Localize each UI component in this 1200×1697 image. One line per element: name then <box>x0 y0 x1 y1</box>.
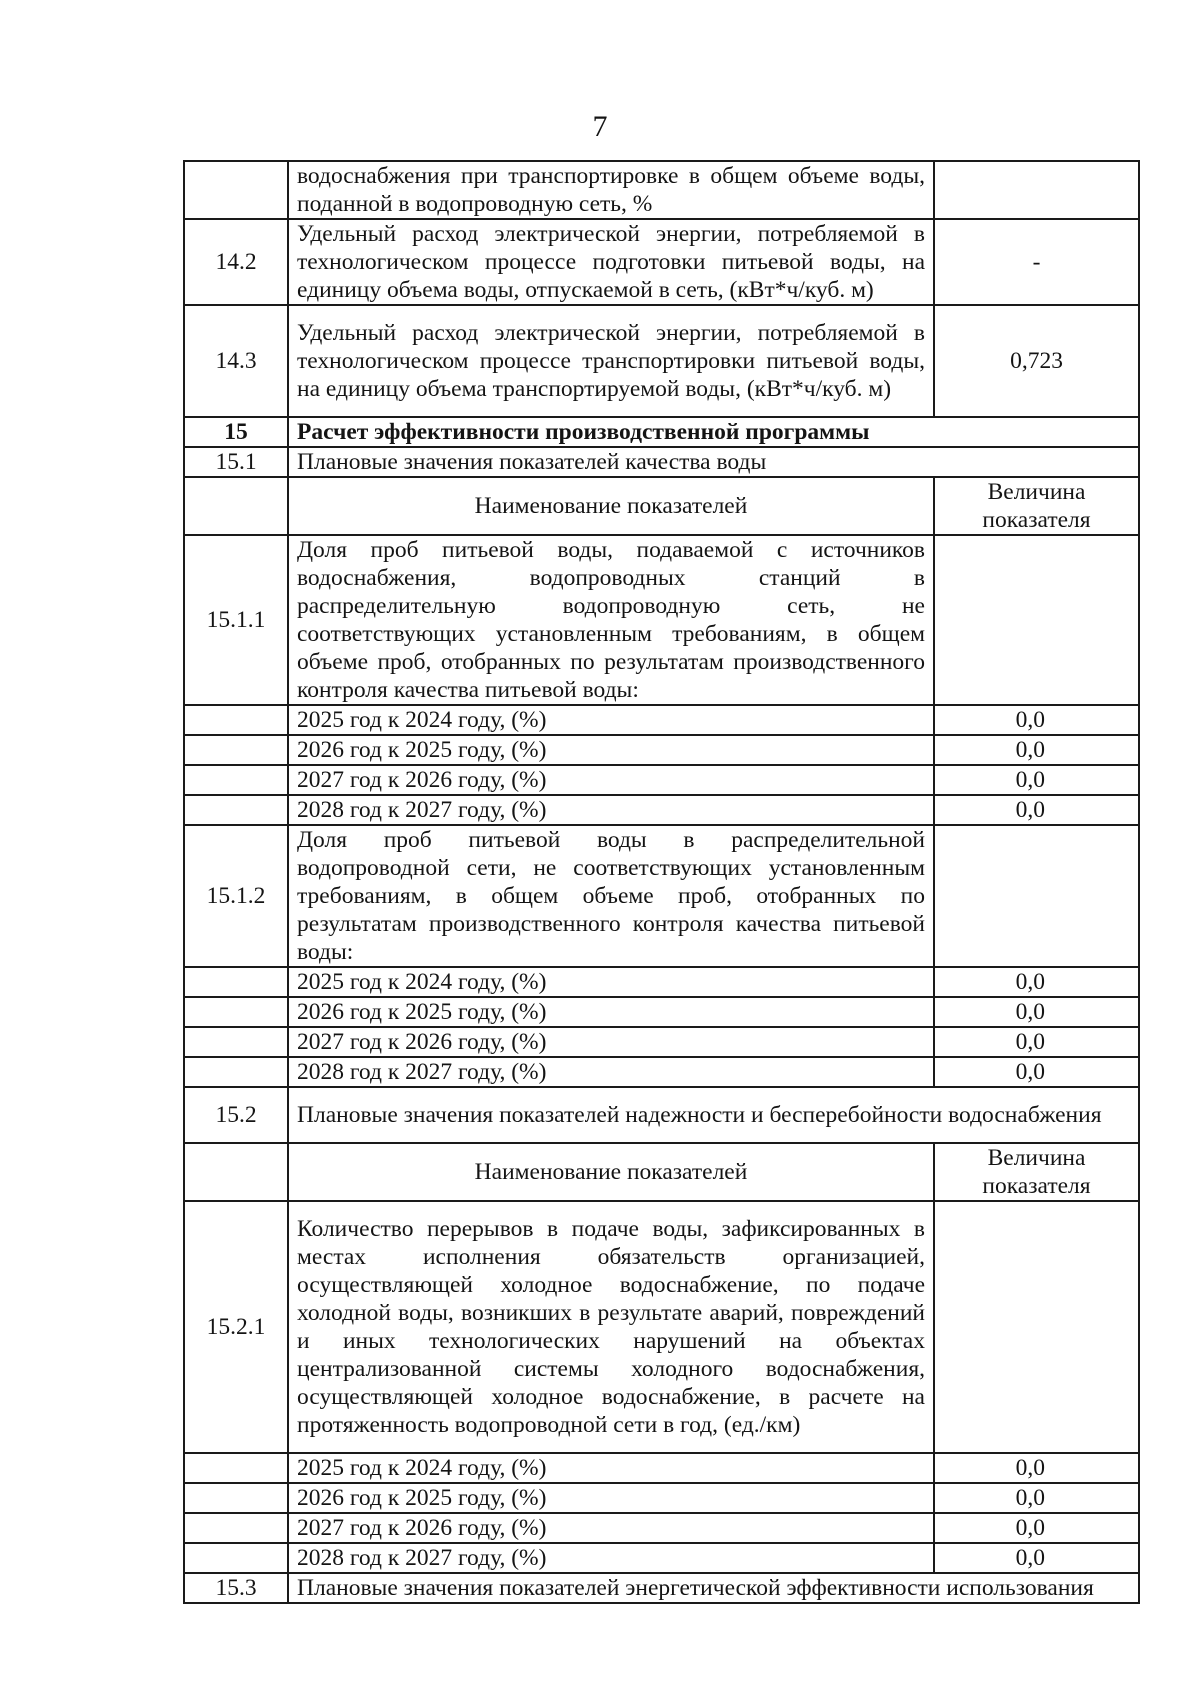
indicators-table <box>183 160 1138 1604</box>
indicator-text: Доля проб питьевой воды, подаваемой с источников водоснабжения, водопроводных станций в распределительную водопроводную сеть, не соответствующих установленным требованиям, в общем объеме проб, отобранных по результатам производственного контроля качества питьевой воды: <box>288 535 934 705</box>
blank-cell <box>184 997 288 1027</box>
subsection-title: Плановые значения показателей качества воды <box>288 447 1139 477</box>
blank-cell <box>184 1483 288 1513</box>
subsection-number: 15.3 <box>184 1573 288 1603</box>
table-row <box>184 161 1139 219</box>
blank-cell <box>184 1543 288 1573</box>
blank-cell <box>184 735 288 765</box>
subsection-title: Плановые значения показателей надежности и бесперебойности водоснабжения <box>288 1087 1139 1143</box>
year-value: 0,0 <box>934 1027 1139 1057</box>
blank-cell <box>184 795 288 825</box>
year-label: 2027 год к 2026 году, (%) <box>288 1513 934 1543</box>
indicator-value <box>934 825 1139 967</box>
indicator-value <box>934 535 1139 705</box>
blank-cell <box>184 1027 288 1057</box>
header-value: Величина показателя <box>934 1143 1139 1201</box>
year-value: 0,0 <box>934 997 1139 1027</box>
table-row <box>184 535 1139 705</box>
header-value: Величина показателя <box>934 477 1139 535</box>
year-row <box>184 1543 1139 1573</box>
year-value: 0,0 <box>934 765 1139 795</box>
indicator-text: Доля проб питьевой воды в распределительной водопроводной сети, не соответствующих установленным требованиям, в общем объеме проб, отобранных по результатам производственного контроля качества питьевой воды: <box>288 825 934 967</box>
year-value: 0,0 <box>934 735 1139 765</box>
indicator-value <box>934 1201 1139 1453</box>
year-row <box>184 1483 1139 1513</box>
subsection-number: 15.1 <box>184 447 288 477</box>
header-row <box>184 1143 1139 1201</box>
indicator-value: 0,723 <box>934 305 1139 417</box>
blank-cell <box>184 705 288 735</box>
year-value: 0,0 <box>934 1483 1139 1513</box>
blank-cell <box>184 1513 288 1543</box>
year-value: 0,0 <box>934 1543 1139 1573</box>
header-name: Наименование показателей <box>288 1143 934 1201</box>
year-value: 0,0 <box>934 795 1139 825</box>
blank-cell <box>184 1453 288 1483</box>
indicator-text: Количество перерывов в подаче воды, зафиксированных в местах исполнения обязательств организацией, осуществляющей холодное водоснабжение, по подаче холодной воды, возникших в результате аварий, повреждений и иных технологических нарушений на объектах централизованной системы холодного водоснабжения, осуществляющей холодное водоснабжение, в расчете на протяженность водопроводной сети в год, (ед./км) <box>288 1201 934 1453</box>
page-number: 7 <box>592 110 608 143</box>
year-row <box>184 765 1139 795</box>
header-name: Наименование показателей <box>288 477 934 535</box>
indicator-value <box>934 161 1139 219</box>
year-label: 2026 год к 2025 году, (%) <box>288 1483 934 1513</box>
row-number-cell: 15.1.2 <box>184 825 288 967</box>
row-number-cell: 15.1.1 <box>184 535 288 705</box>
table-row <box>184 219 1139 305</box>
indicator-text: Удельный расход электрической энергии, потребляемой в технологическом процессе подготовки питьевой воды, на единицу объема воды, отпускаемой в сеть, (кВт*ч/куб. м) <box>288 219 934 305</box>
subsection-row <box>184 1573 1139 1603</box>
year-label: 2028 год к 2027 году, (%) <box>288 1057 934 1087</box>
year-label: 2025 год к 2024 году, (%) <box>288 1453 934 1483</box>
year-label: 2025 год к 2024 году, (%) <box>288 705 934 735</box>
year-value: 0,0 <box>934 1057 1139 1087</box>
year-value: 0,0 <box>934 705 1139 735</box>
row-number-cell: 14.3 <box>184 305 288 417</box>
row-number-cell: 15.2.1 <box>184 1201 288 1453</box>
table-row <box>184 825 1139 967</box>
row-number-cell: 14.2 <box>184 219 288 305</box>
indicator-text: водоснабжения при транспортировке в общем объеме воды, поданной в водопроводную сеть, % <box>288 161 934 219</box>
year-row <box>184 967 1139 997</box>
section-row <box>184 417 1139 447</box>
subsection-number: 15.2 <box>184 1087 288 1143</box>
year-label: 2027 год к 2026 году, (%) <box>288 765 934 795</box>
year-label: 2025 год к 2024 году, (%) <box>288 967 934 997</box>
year-row <box>184 735 1139 765</box>
blank-cell <box>184 1057 288 1087</box>
year-value: 0,0 <box>934 1453 1139 1483</box>
year-row <box>184 1057 1139 1087</box>
section-number: 15 <box>184 417 288 447</box>
subsection-row <box>184 1087 1139 1143</box>
year-row <box>184 705 1139 735</box>
indicator-value: - <box>934 219 1139 305</box>
section-title: Расчет эффективности производственной программы <box>288 417 1139 447</box>
year-row <box>184 1453 1139 1483</box>
table-row <box>184 305 1139 417</box>
year-row <box>184 997 1139 1027</box>
year-value: 0,0 <box>934 967 1139 997</box>
header-blank-cell <box>184 1143 288 1201</box>
year-value: 0,0 <box>934 1513 1139 1543</box>
year-label: 2026 год к 2025 году, (%) <box>288 997 934 1027</box>
header-blank-cell <box>184 477 288 535</box>
row-number-cell <box>184 161 288 219</box>
header-row <box>184 477 1139 535</box>
indicator-text: Удельный расход электрической энергии, потребляемой в технологическом процессе транспортировки питьевой воды, на единицу объема транспортируемой воды, (кВт*ч/куб. м) <box>288 305 934 417</box>
year-row <box>184 1027 1139 1057</box>
year-label: 2027 год к 2026 году, (%) <box>288 1027 934 1057</box>
year-label: 2026 год к 2025 году, (%) <box>288 735 934 765</box>
blank-cell <box>184 765 288 795</box>
year-label: 2028 год к 2027 году, (%) <box>288 795 934 825</box>
year-label: 2028 год к 2027 году, (%) <box>288 1543 934 1573</box>
blank-cell <box>184 967 288 997</box>
subsection-row <box>184 447 1139 477</box>
subsection-title: Плановые значения показателей энергетической эффективности использования <box>288 1573 1139 1603</box>
year-row <box>184 1513 1139 1543</box>
table-row <box>184 1201 1139 1453</box>
year-row <box>184 795 1139 825</box>
